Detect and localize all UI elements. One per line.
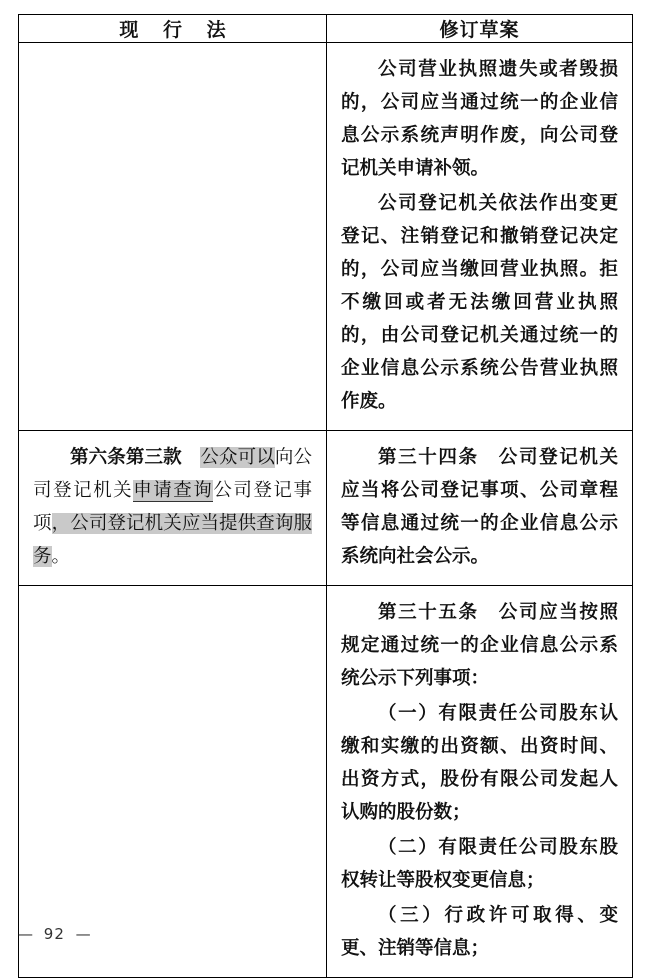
cell-current-law-empty-1	[19, 43, 327, 431]
column-header-draft-amendment: 修订草案	[327, 15, 633, 43]
article-label: 第六条第三款	[70, 447, 182, 468]
plain-text: 公司登记事项	[33, 480, 312, 534]
footer-dash-left: —	[18, 925, 33, 943]
cell-current-law-empty-3	[19, 586, 327, 978]
highlighted-underlined-text: 申请查询	[133, 480, 214, 501]
paragraph: 公司登记机关依法作出变更登记、注销登记和撤销登记决定的，公司应当缴回营业执照。拒不缴回或者无法缴回营业执照的，由公司登记机关通过统一的企业信息公示系统公告营业执照作废。	[341, 193, 618, 412]
highlighted-text: ，公司登记机关应当提供查询服务	[33, 513, 312, 567]
paragraph	[33, 441, 312, 573]
table-header-row	[19, 15, 633, 43]
plain-text: 向公司登记机关	[33, 447, 312, 501]
paragraph: （三）行政许可取得、变更、注销等信息；	[341, 905, 618, 959]
cell-draft-1	[327, 43, 633, 431]
table-row	[19, 586, 633, 978]
page-number: 92	[43, 925, 65, 943]
table-row	[19, 43, 633, 431]
spacer	[182, 447, 201, 468]
paragraph: （二）有限责任公司股东股权转让等股权变更信息；	[341, 837, 618, 891]
paragraph: 公司营业执照遗失或者毁损的，公司应当通过统一的企业信息公示系统声明作废，向公司登记机关申请补领。	[341, 59, 618, 179]
cell-current-law-2	[19, 431, 327, 586]
footer-dash-right: —	[75, 925, 91, 943]
table-row	[19, 431, 633, 586]
page-footer	[18, 925, 632, 943]
paragraph: 第三十四条 公司登记机关应当将公司登记事项、公司章程等信息通过统一的企业信息公示系统向社会公示。	[341, 447, 618, 567]
plain-text: 。	[51, 546, 71, 567]
highlighted-text: 公众可以	[200, 447, 275, 468]
cell-draft-2	[327, 431, 633, 586]
cell-draft-3	[327, 586, 633, 978]
paragraph: （一）有限责任公司股东认缴和实缴的出资额、出资时间、出资方式，股份有限公司发起人认购的股份数；	[341, 703, 618, 823]
paragraph: 第三十五条 公司应当按照规定通过统一的企业信息公示系统公示下列事项：	[341, 602, 618, 689]
column-header-current-law: 现 行 法	[19, 15, 327, 43]
law-comparison-table	[18, 14, 633, 978]
